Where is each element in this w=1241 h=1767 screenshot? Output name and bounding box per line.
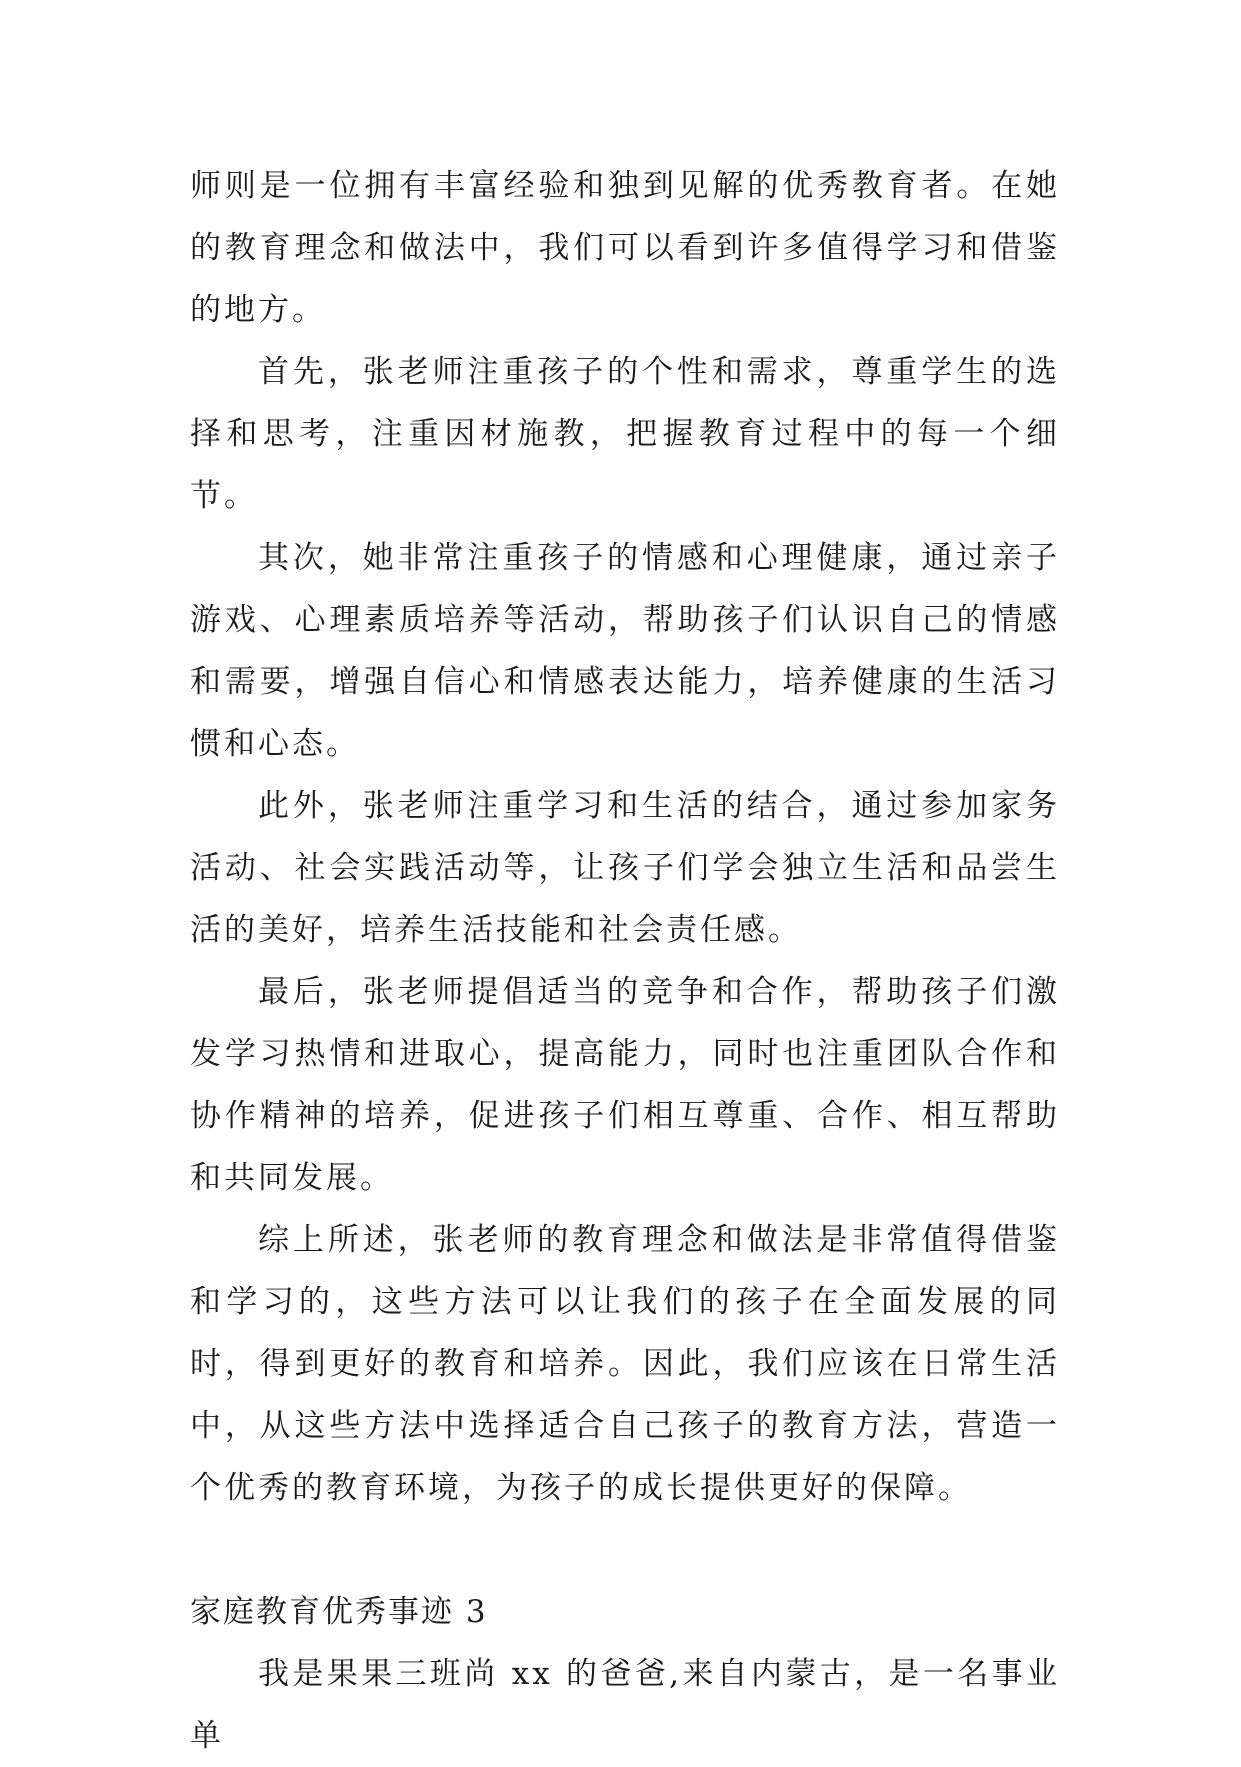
paragraph-summary: 综上所述，张老师的教育理念和做法是非常值得借鉴和学习的，这些方法可以让我们的孩子在全面发展的同时，得到更好的教育和培养。因此，我们应该在日常生活中，从这些方法中选择适合自己孩子的教育方法，营造一个优秀的教育环境，为孩子的成长提供更好的保障。 [190, 1222, 1060, 1506]
paragraph-continued: 师则是一位拥有丰富经验和独到见解的优秀教育者。在她的教育理念和做法中，我们可以看到许多值得学习和借鉴的地方。 [190, 168, 1060, 328]
paragraph-third-point: 此外，张老师注重学习和生活的结合，通过参加家务活动、社会实践活动等，让孩子们学会独立生活和品尝生活的美好，培养生活技能和社会责任感。 [190, 788, 1060, 948]
paragraph-section-start: 我是果果三班尚 xx 的爸爸,来自内蒙古，是一名事业单 [190, 1656, 1060, 1754]
paragraph-fourth-point: 最后，张老师提倡适当的竞争和合作，帮助孩子们激发学习热情和进取心，提高能力，同时也注重团队合作和协作精神的培养，促进孩子们相互尊重、合作、相互帮助和共同发展。 [190, 974, 1060, 1196]
paragraph-second-point: 其次，她非常注重孩子的情感和心理健康，通过亲子游戏、心理素质培养等活动，帮助孩子们认识自己的情感和需要，增强自信心和情感表达能力，培养健康的生活习惯和心态。 [190, 540, 1060, 762]
document-body [190, 155, 1060, 1767]
paragraph-first-point: 首先，张老师注重孩子的个性和需求，尊重学生的选择和思考，注重因材施教，把握教育过程中的每一个细节。 [190, 354, 1060, 514]
section-heading: 家庭教育优秀事迹 3 [190, 1594, 488, 1630]
